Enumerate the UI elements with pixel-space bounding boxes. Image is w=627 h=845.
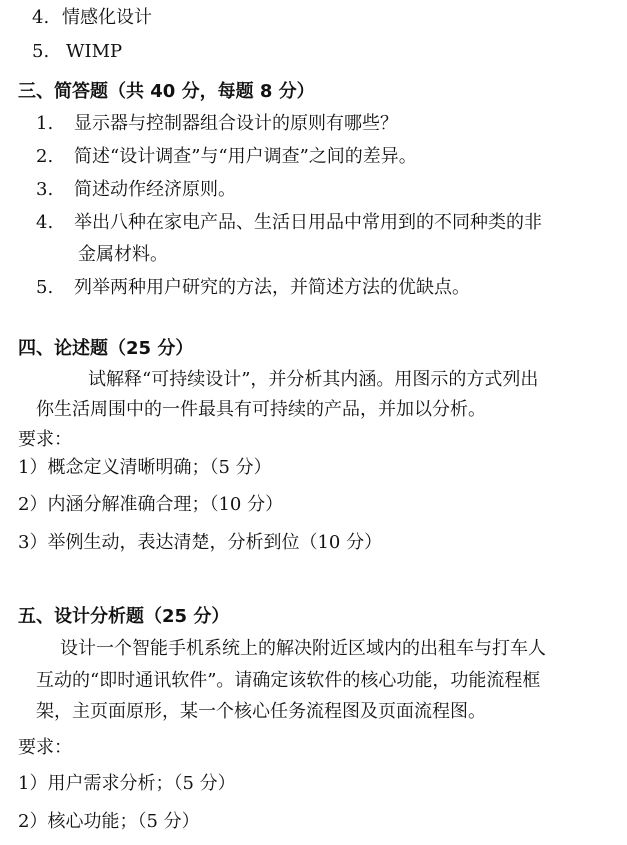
question-item [36, 145, 417, 169]
item-text: 列举两种用户研究的方法，并简述方法的优缺点。 [74, 277, 470, 298]
prev-list-item [32, 6, 152, 30]
item-number: 1. [36, 113, 54, 134]
item-number: 4. [32, 7, 50, 28]
item-number: 4. [36, 212, 54, 233]
item-number: 2. [36, 146, 54, 167]
item-text: WIMP [66, 41, 123, 62]
question-item [36, 276, 470, 300]
requirement-item: 2）核心功能；（5 分） [18, 811, 200, 832]
requirement-item: 1）概念定义清晰明确；（5 分） [18, 457, 272, 478]
section-heading: 五、设计分析题（25 分） [18, 606, 230, 627]
section-heading: 四、论述题（25 分） [18, 338, 194, 359]
item-number: 3. [36, 179, 54, 200]
item-number: 5. [32, 41, 50, 62]
item-text: 金属材料。 [78, 244, 168, 265]
question-item [36, 112, 398, 136]
paragraph-line: 设计一个智能手机系统上的解决附近区域内的出租车与打车人 [60, 638, 546, 659]
item-number: 5. [36, 277, 54, 298]
requirements-label: 要求： [18, 737, 72, 758]
requirements-label: 要求： [18, 429, 72, 450]
item-text: 举出八种在家电产品、生活日用品中常用到的不同种类的非 [74, 212, 542, 233]
item-text: 简述“设计调查”与“用户调查”之间的差异。 [74, 146, 417, 167]
item-text: 简述动作经济原则。 [74, 179, 236, 200]
paragraph-line: 架，主页面原形，某一个核心任务流程图及页面流程图。 [36, 701, 486, 722]
section-heading: 三、简答题（共 40 分，每题 8 分） [18, 81, 315, 102]
paragraph-line: 试解释“可持续设计”，并分析其内涵。用图示的方式列出 [88, 369, 539, 390]
item-text: 情感化设计 [62, 7, 152, 28]
paragraph-line: 互动的“即时通讯软件”。请确定该软件的核心功能，功能流程框 [36, 670, 541, 691]
requirement-item: 1）用户需求分析；（5 分） [18, 773, 236, 794]
requirement-item: 3）举例生动，表达清楚，分析到位（10 分） [18, 532, 383, 553]
paragraph-line: 你生活周围中的一件最具有可持续的产品，并加以分析。 [36, 399, 486, 420]
question-item-continuation [78, 243, 168, 267]
requirement-item: 2）内涵分解准确合理；（10 分） [18, 494, 284, 515]
question-item [36, 211, 542, 235]
item-text: 显示器与控制器组合设计的原则有哪些？ [74, 113, 398, 134]
prev-list-item [32, 40, 122, 64]
question-item [36, 178, 236, 202]
